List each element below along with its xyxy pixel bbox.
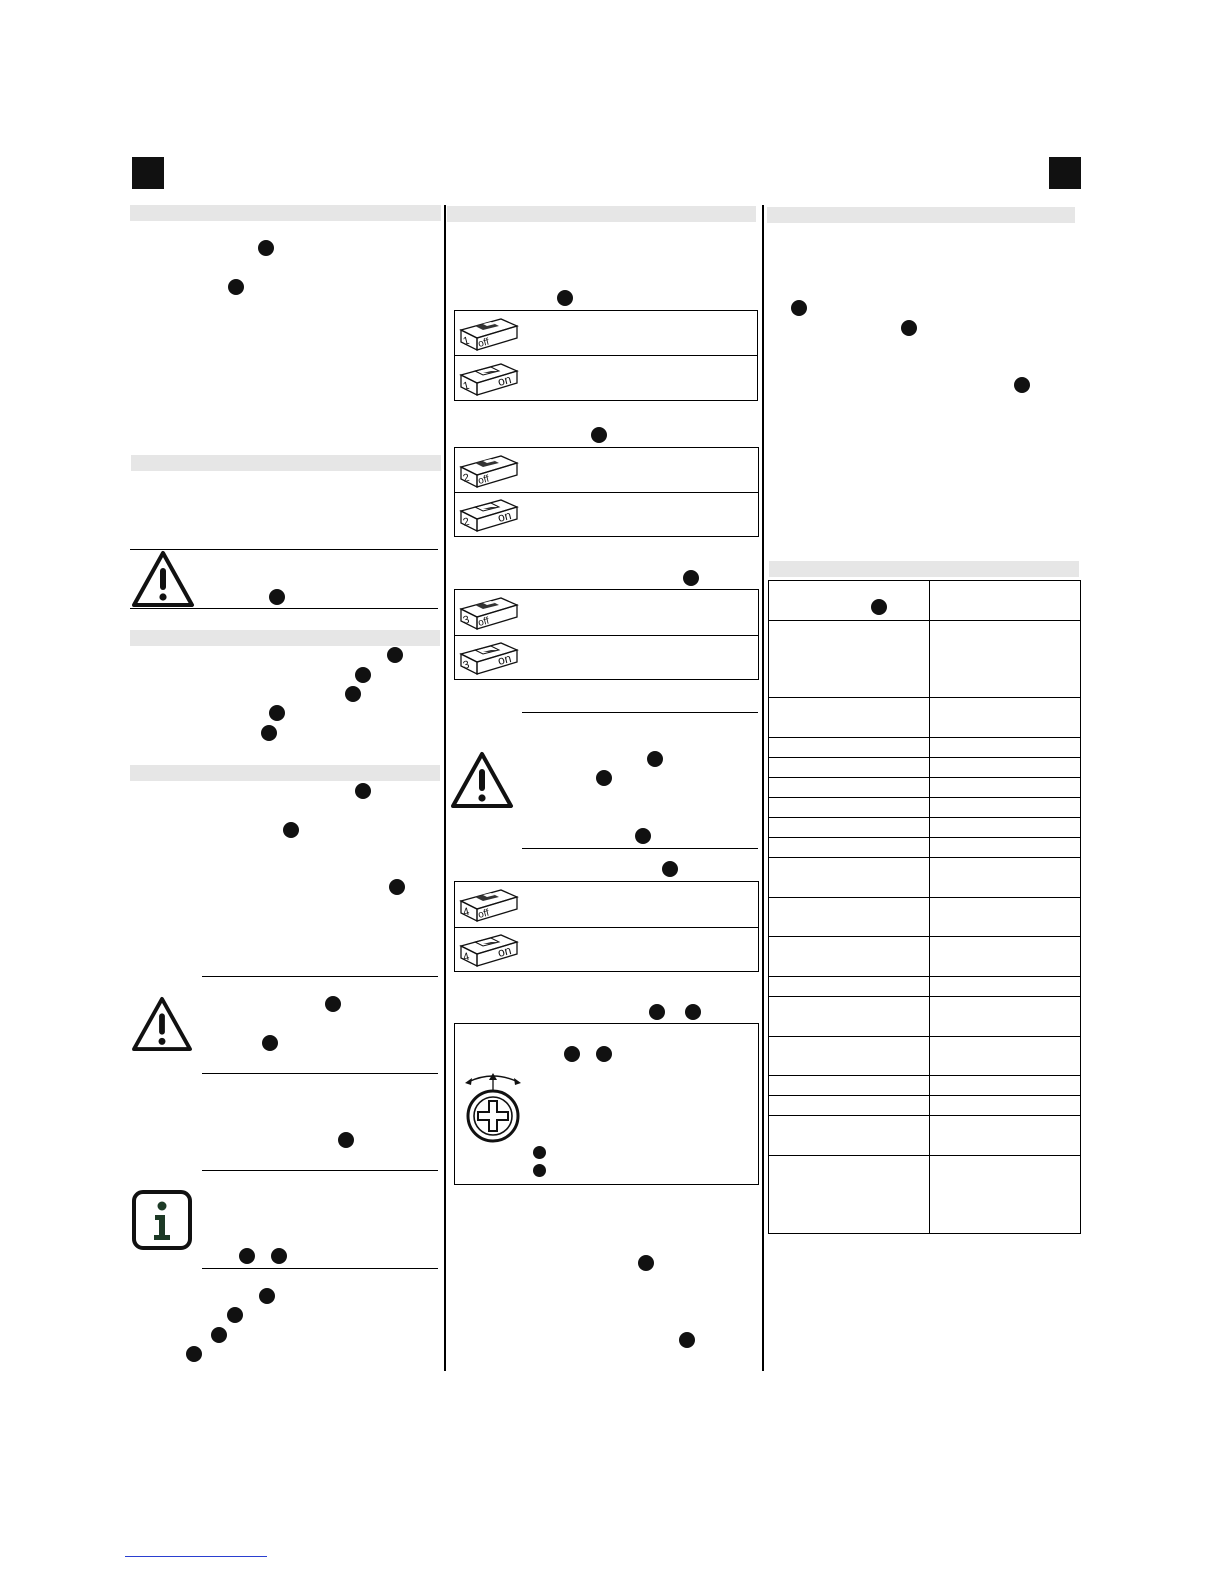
section-header-bar: [130, 205, 441, 221]
table-divider: [455, 635, 758, 636]
section-header-bar: [769, 561, 1079, 577]
table-row-line: [769, 1095, 1080, 1096]
warning-rule-bottom: [130, 608, 438, 609]
reference-marker: [635, 828, 651, 844]
dip-switch-on-icon: [457, 638, 519, 676]
switch-off-label: off: [477, 907, 491, 921]
switch-number: 2: [461, 515, 471, 529]
dip-switch-off-icon: [457, 593, 519, 631]
reference-marker: [338, 1132, 354, 1148]
rotary-dial-icon: [462, 1070, 524, 1146]
switch-off-label: off: [477, 473, 491, 487]
column-divider-1: [444, 205, 446, 1371]
reference-marker: [345, 686, 361, 702]
section-header-bar: [130, 630, 440, 646]
section-header-bar: [130, 765, 440, 781]
reference-marker: [211, 1327, 227, 1343]
table-row-line: [769, 1075, 1080, 1076]
warning-triangle-icon: [131, 550, 195, 608]
table-row-line: [769, 1036, 1080, 1037]
reference-marker: [871, 599, 887, 615]
switch-off-label: off: [477, 336, 491, 350]
reference-marker: [533, 1164, 546, 1177]
dip-switch-on-icon: [457, 930, 519, 968]
switch-on-label: on: [496, 508, 513, 525]
technical-data-table: [768, 580, 1081, 1234]
reference-marker: [228, 279, 244, 295]
reference-marker: [679, 1332, 695, 1348]
reference-marker: [662, 861, 678, 877]
switch-number: 2: [461, 471, 471, 485]
table-row-line: [769, 817, 1080, 818]
warning-triangle-icon: [131, 996, 193, 1052]
switch-number: 3: [461, 613, 471, 627]
info-rule-bottom: [202, 1268, 438, 1269]
reference-marker: [259, 1288, 275, 1304]
dip-switch-on-icon: [457, 359, 519, 397]
table-row-line: [769, 737, 1080, 738]
reference-marker: [591, 427, 607, 443]
switch-number: 1: [461, 379, 471, 393]
warning-triangle-icon: [450, 751, 514, 809]
table-row-line: [769, 1155, 1080, 1156]
table-row-line: [769, 996, 1080, 997]
reference-marker: [262, 1035, 278, 1051]
table-row-line: [769, 620, 1080, 621]
language-marker-left: [132, 157, 164, 189]
table-row-line: [769, 837, 1080, 838]
reference-marker: [186, 1346, 202, 1362]
reference-marker: [685, 1004, 701, 1020]
table-row-line: [769, 857, 1080, 858]
reference-marker: [533, 1146, 546, 1159]
reference-marker: [269, 589, 285, 605]
table-row-line: [769, 897, 1080, 898]
table-divider: [455, 355, 757, 356]
reference-marker: [649, 1004, 665, 1020]
dip-switch-on-icon: [457, 495, 519, 533]
warning-rule-bottom: [202, 1073, 438, 1074]
reference-marker: [227, 1307, 243, 1323]
table-divider: [455, 927, 758, 928]
dip-switch-off-icon: [457, 885, 519, 923]
reference-marker: [355, 667, 371, 683]
reference-marker: [239, 1248, 255, 1264]
switch-on-label: on: [496, 651, 513, 668]
reference-marker: [387, 647, 403, 663]
reference-marker: [683, 570, 699, 586]
switch-number: 4: [461, 950, 471, 964]
reference-marker: [901, 320, 917, 336]
table-row-line: [769, 976, 1080, 977]
switch-number: 4: [461, 905, 471, 919]
warning-rule-top: [202, 976, 438, 977]
language-marker-right: [1049, 157, 1081, 189]
switch-number: 3: [461, 658, 471, 672]
table-column-divider: [929, 581, 930, 1233]
info-icon: [131, 1189, 193, 1251]
reference-marker: [283, 822, 299, 838]
warning-rule-top: [522, 712, 758, 713]
column-divider-2: [762, 205, 764, 1371]
dip-switch-off-icon: [457, 314, 519, 352]
table-row-line: [769, 697, 1080, 698]
table-row-line: [769, 1115, 1080, 1116]
info-rule-top: [202, 1170, 438, 1171]
footer-link-underline[interactable]: [125, 1556, 267, 1557]
reference-marker: [355, 783, 371, 799]
reference-marker: [647, 751, 663, 767]
reference-marker: [271, 1248, 287, 1264]
switch-on-label: on: [496, 372, 513, 389]
reference-marker: [791, 300, 807, 316]
reference-marker: [564, 1046, 580, 1062]
reference-marker: [258, 240, 274, 256]
table-divider: [455, 492, 758, 493]
switch-number: 1: [461, 334, 471, 348]
dip-switch-off-icon: [457, 451, 519, 489]
section-header-bar: [131, 455, 441, 471]
table-row-line: [769, 777, 1080, 778]
reference-marker: [1014, 377, 1030, 393]
reference-marker: [389, 879, 405, 895]
section-header-bar: [767, 207, 1075, 223]
warning-rule-bottom: [522, 848, 758, 849]
table-row-line: [769, 936, 1080, 937]
section-header-bar: [447, 206, 756, 222]
table-row-line: [769, 757, 1080, 758]
reference-marker: [261, 725, 277, 741]
reference-marker: [557, 290, 573, 306]
table-row-line: [769, 797, 1080, 798]
reference-marker: [638, 1255, 654, 1271]
reference-marker: [596, 1046, 612, 1062]
reference-marker: [269, 705, 285, 721]
switch-off-label: off: [477, 615, 491, 629]
switch-on-label: on: [496, 943, 513, 960]
reference-marker: [325, 996, 341, 1012]
reference-marker: [596, 770, 612, 786]
